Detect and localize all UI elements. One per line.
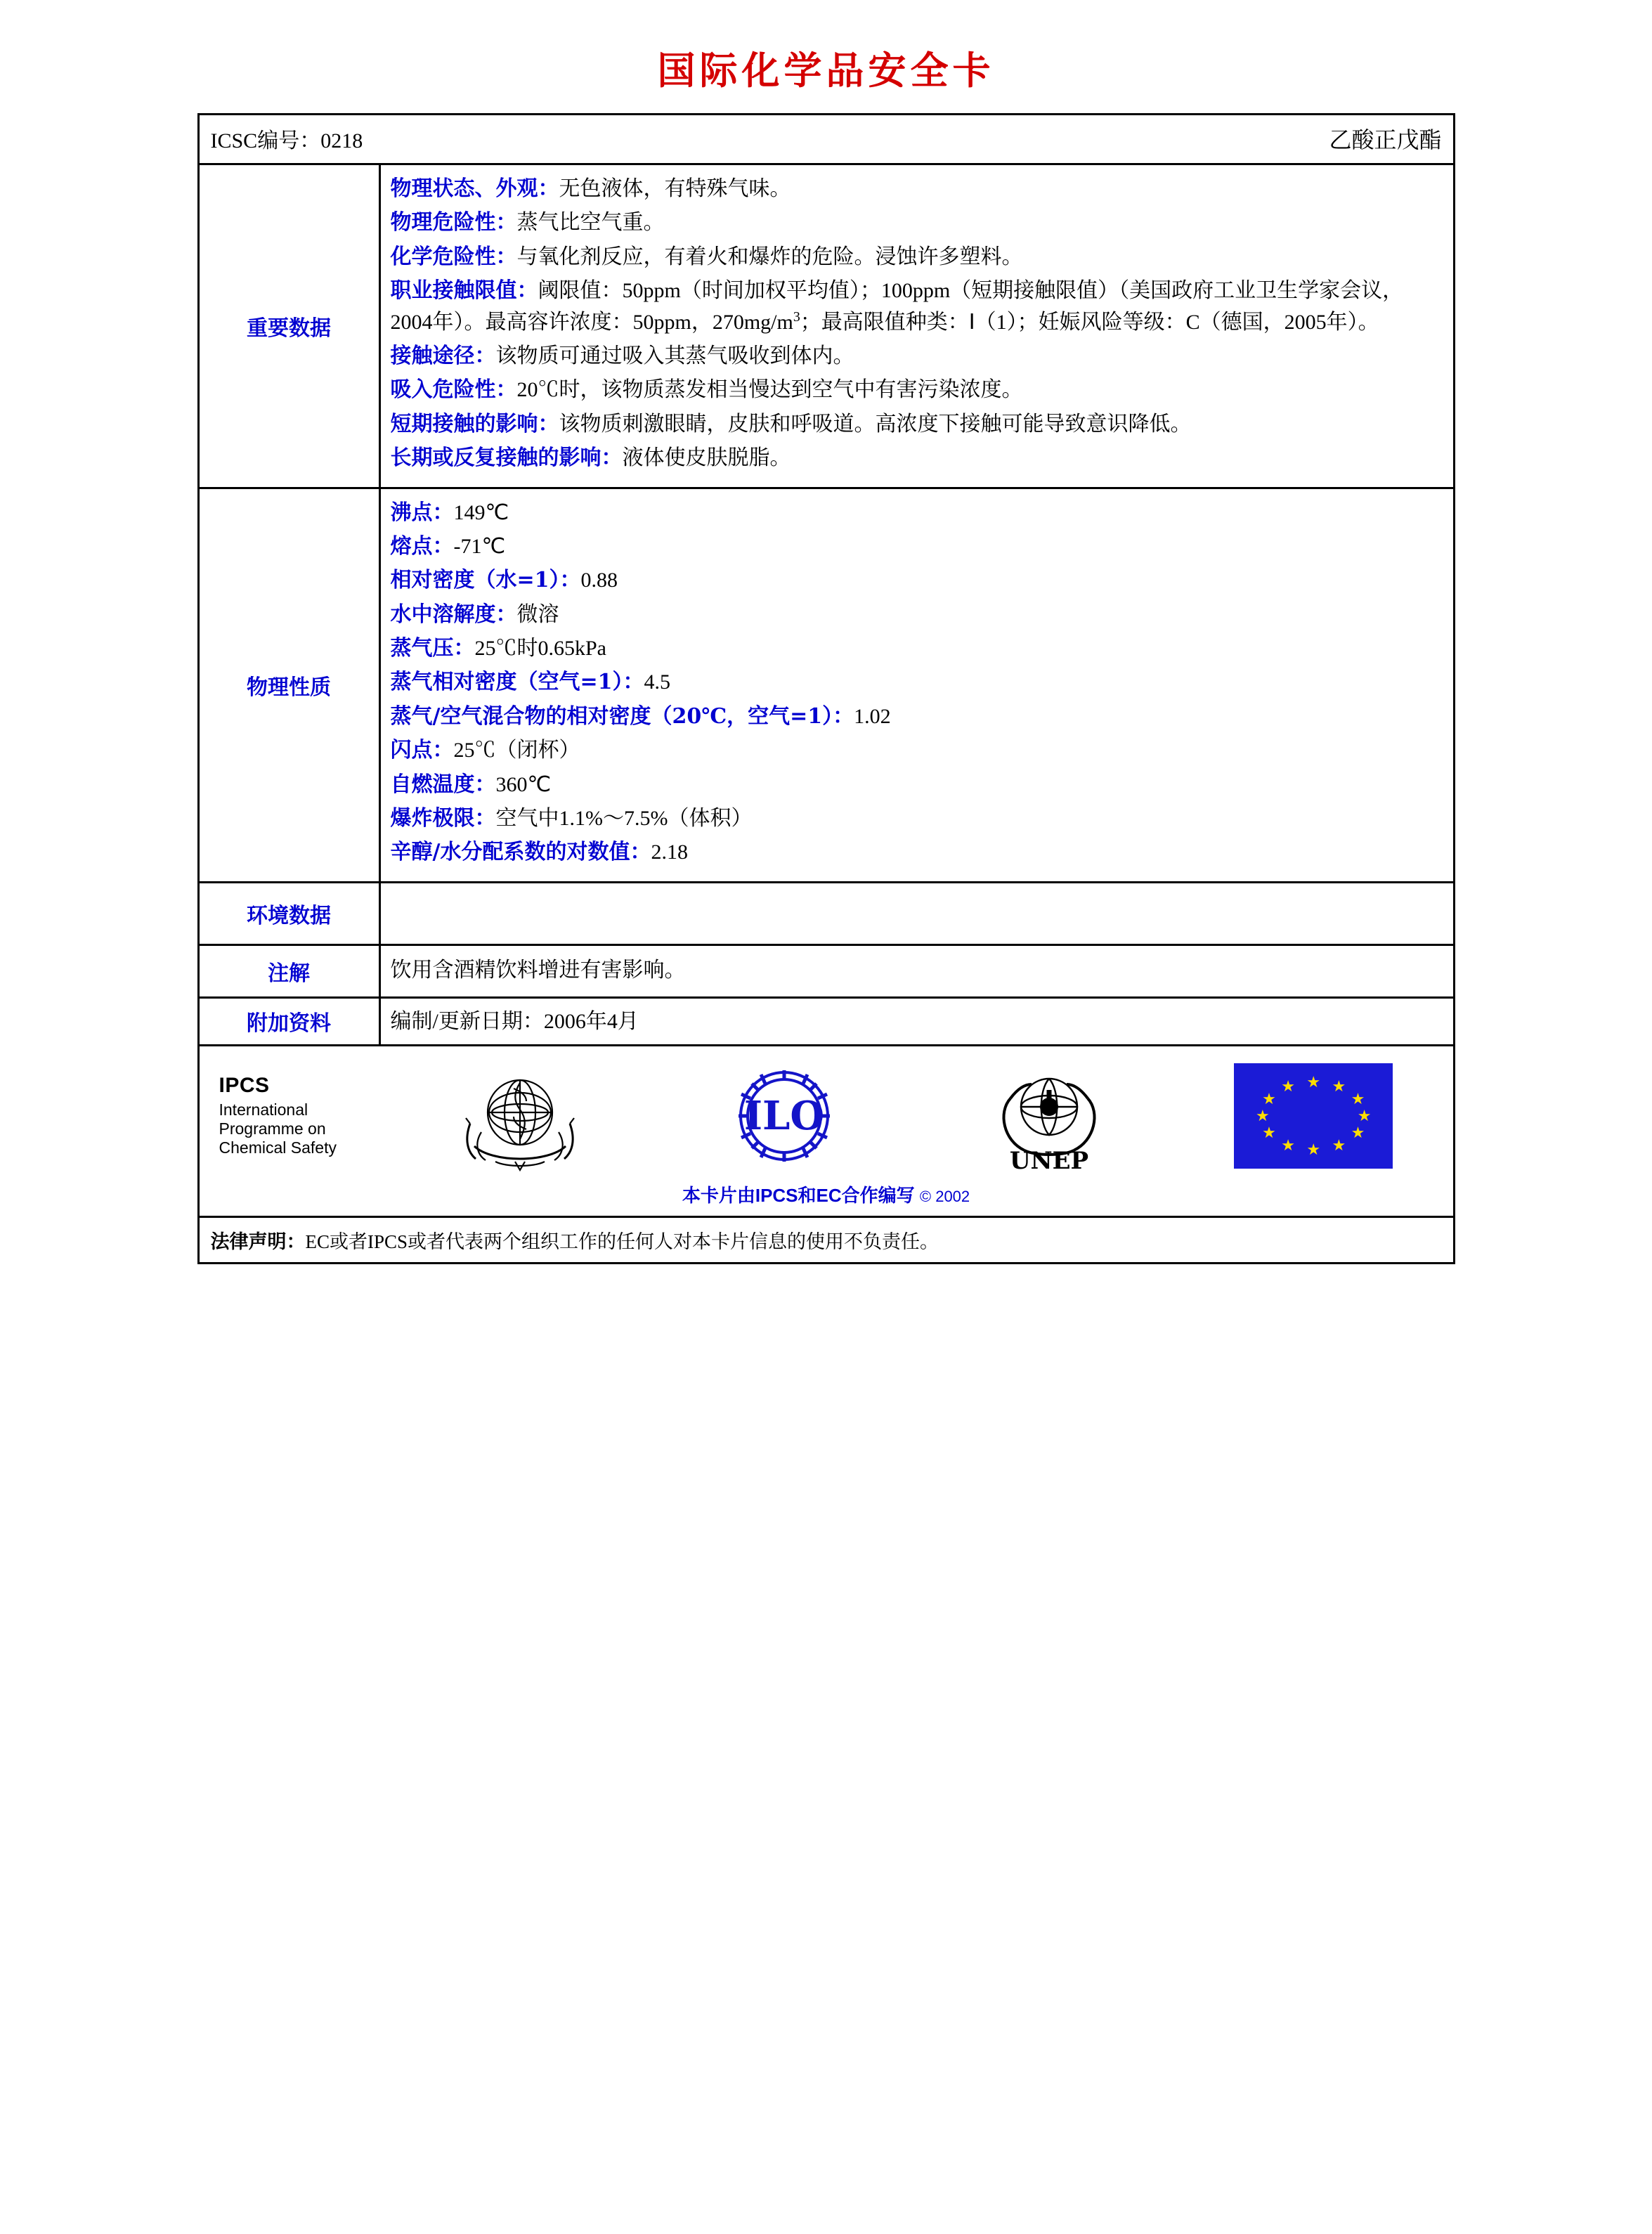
entry-key: 沸点： (390, 500, 454, 525)
entry-key: 物理状态、外观： (390, 176, 559, 201)
data-entry-oel (391, 275, 1443, 338)
entry-value: 阈限值：50ppm（时间加权平均值）；100ppm（短期接触限值）（美国政府工业卫生学家会议，2004年）。最高容许浓度：50ppm，$270mg/m^3$；最高限值种类：Ⅰ（1）；妊娠风险等级：C（德国，2005年）。 (390, 279, 1404, 334)
unep-logo-slot (917, 1056, 1182, 1176)
entry-key: 吸入危险性： (390, 377, 517, 403)
entry-value: 20℃时，该物质蒸发相当慢达到空气中有害污染浓度。 (516, 378, 1023, 402)
ipcs-block (207, 1074, 388, 1157)
data-entry (391, 341, 1443, 372)
entry-value: 蒸气比空气重。 (516, 211, 665, 235)
entry-key: 熔点： (390, 533, 454, 559)
section-physical-properties (200, 489, 1453, 883)
data-entry (391, 701, 1443, 732)
ilo-logo-slot (652, 1056, 917, 1176)
entry-value: 2.18 (651, 840, 688, 864)
entry-value: 149℃ (453, 500, 509, 524)
card-header (200, 115, 1453, 165)
legal-text: EC或者IPCS或者代表两个组织工作的任何人对本卡片信息的使用不负责任。 (305, 1230, 939, 1252)
section-label-important-data: 重要数据 (200, 165, 381, 487)
entry-key: 长期或反复接触的影响： (390, 446, 623, 471)
section-notes (200, 946, 1453, 999)
data-entry (391, 803, 1443, 834)
data-entry (391, 443, 1443, 474)
section-label-notes: 注解 (200, 946, 381, 996)
section-content-notes (381, 946, 1453, 996)
section-content-physical-properties (381, 489, 1453, 881)
ipcs-full-name (219, 1100, 388, 1157)
logo-strip (200, 1046, 1453, 1178)
additional-info-text: 编制/更新日期：2006年4月 (390, 1009, 639, 1033)
notes-text: 饮用含酒精饮料增进有害影响。 (390, 959, 686, 982)
unep-logo (982, 1056, 1116, 1176)
data-entry (391, 207, 1443, 238)
entry-key: 接触途径： (390, 343, 496, 368)
data-entry (391, 375, 1443, 405)
entry-key: 化学危险性： (390, 244, 517, 269)
ipcs-abbr: IPCS (219, 1074, 270, 1098)
ipcs-name-line3: Chemical Safety (219, 1138, 337, 1157)
entry-value: 微溶 (516, 602, 559, 626)
footer-copyright: © 2002 (919, 1187, 970, 1205)
data-entry (391, 667, 1443, 698)
who-logo-slot (388, 1056, 653, 1176)
entry-key: 物理危险性： (390, 210, 517, 235)
section-content-environmental-data (381, 883, 1453, 944)
icsc-card (197, 113, 1455, 1264)
legal-notice (200, 1218, 1453, 1262)
entry-value: -71℃ (453, 534, 506, 558)
entry-value: 25℃（闭杯） (453, 739, 580, 762)
entry-key: 蒸气相对密度（空气=1）： (390, 670, 644, 695)
entry-value: 与氧化剂反应，有着火和爆炸的危险。浸蚀许多塑料。 (516, 245, 1023, 268)
section-environmental-data (200, 883, 1453, 946)
svg-text:UNEP: UNEP (1009, 1146, 1088, 1175)
entry-value: 该物质可通过吸入其蒸气吸收到体内。 (495, 344, 854, 368)
section-content-additional-info (381, 999, 1453, 1044)
legal-label: 法律声明： (210, 1230, 306, 1253)
section-content-important-data (381, 165, 1453, 487)
page-title: 国际化学品安全卡 (657, 48, 995, 93)
ipcs-name-line1: International (219, 1100, 308, 1119)
data-entry (391, 599, 1443, 630)
data-entry (391, 409, 1443, 440)
card-footer (200, 1046, 1453, 1218)
icsc-number-label: ICSC编号： (210, 129, 321, 152)
entry-value: 该物质刺激眼睛，皮肤和呼吸道。高浓度下接触可能导致意识降低。 (559, 412, 1192, 436)
entry-key: 蒸气/空气混合物的相对密度（20℃，空气=1）： (390, 703, 854, 729)
entry-value: 25℃时0.65kPa (474, 637, 606, 661)
chemical-name: 乙酸正戊酯 (1329, 126, 1442, 153)
section-label-physical-properties: 物理性质 (200, 489, 381, 881)
entry-key: 爆炸极限： (390, 806, 496, 831)
entry-value: 空气中1.1%～7.5%（体积） (495, 807, 753, 831)
entry-key: 自燃温度： (390, 772, 496, 797)
footer-credit-text: 本卡片由IPCS和EC合作编写 (682, 1184, 915, 1206)
ilo-logo (717, 1056, 851, 1176)
entry-value: 1.02 (854, 704, 891, 728)
icsc-number (211, 123, 363, 154)
section-additional-info (200, 999, 1453, 1046)
section-label-environmental-data: 环境数据 (200, 883, 381, 944)
data-entry (391, 769, 1443, 800)
data-entry (391, 837, 1443, 868)
data-entry (391, 174, 1443, 204)
entry-key: 水中溶解度： (390, 602, 517, 627)
entry-key: 辛醇/水分配系数的对数值： (390, 840, 651, 865)
entry-value: 0.88 (580, 569, 618, 592)
data-entry (391, 242, 1443, 273)
section-important-data (200, 165, 1453, 489)
entry-value: 无色液体，有特殊气味。 (559, 177, 791, 200)
data-entry (391, 633, 1443, 664)
entry-key: 蒸气压： (390, 636, 475, 661)
footer-credit (200, 1178, 1453, 1216)
icsc-number-value: 0218 (320, 129, 363, 152)
data-entry (391, 531, 1443, 562)
who-logo (453, 1056, 587, 1176)
entry-key: 职业接触限值： (390, 278, 538, 304)
data-entry (391, 498, 1443, 528)
eu-flag: ★ ★ ★ ★ ★ ★ ★ ★ ★ ★ ★ ★ (1234, 1063, 1393, 1169)
entry-key: 闪点： (390, 738, 454, 763)
entry-key: 短期接触的影响： (390, 411, 559, 436)
entry-value: 液体使皮肤脱脂。 (622, 446, 791, 470)
ipcs-name-line2: Programme on (219, 1119, 326, 1138)
svg-text:ILO: ILO (744, 1092, 825, 1139)
data-entry (391, 565, 1443, 596)
entry-value: 4.5 (644, 670, 671, 694)
section-label-additional-info: 附加资料 (200, 999, 381, 1044)
eu-flag-slot (1181, 1063, 1446, 1169)
data-entry (391, 735, 1443, 766)
entry-key: 相对密度（水=1）： (390, 568, 581, 593)
entry-value: 360℃ (495, 772, 552, 796)
